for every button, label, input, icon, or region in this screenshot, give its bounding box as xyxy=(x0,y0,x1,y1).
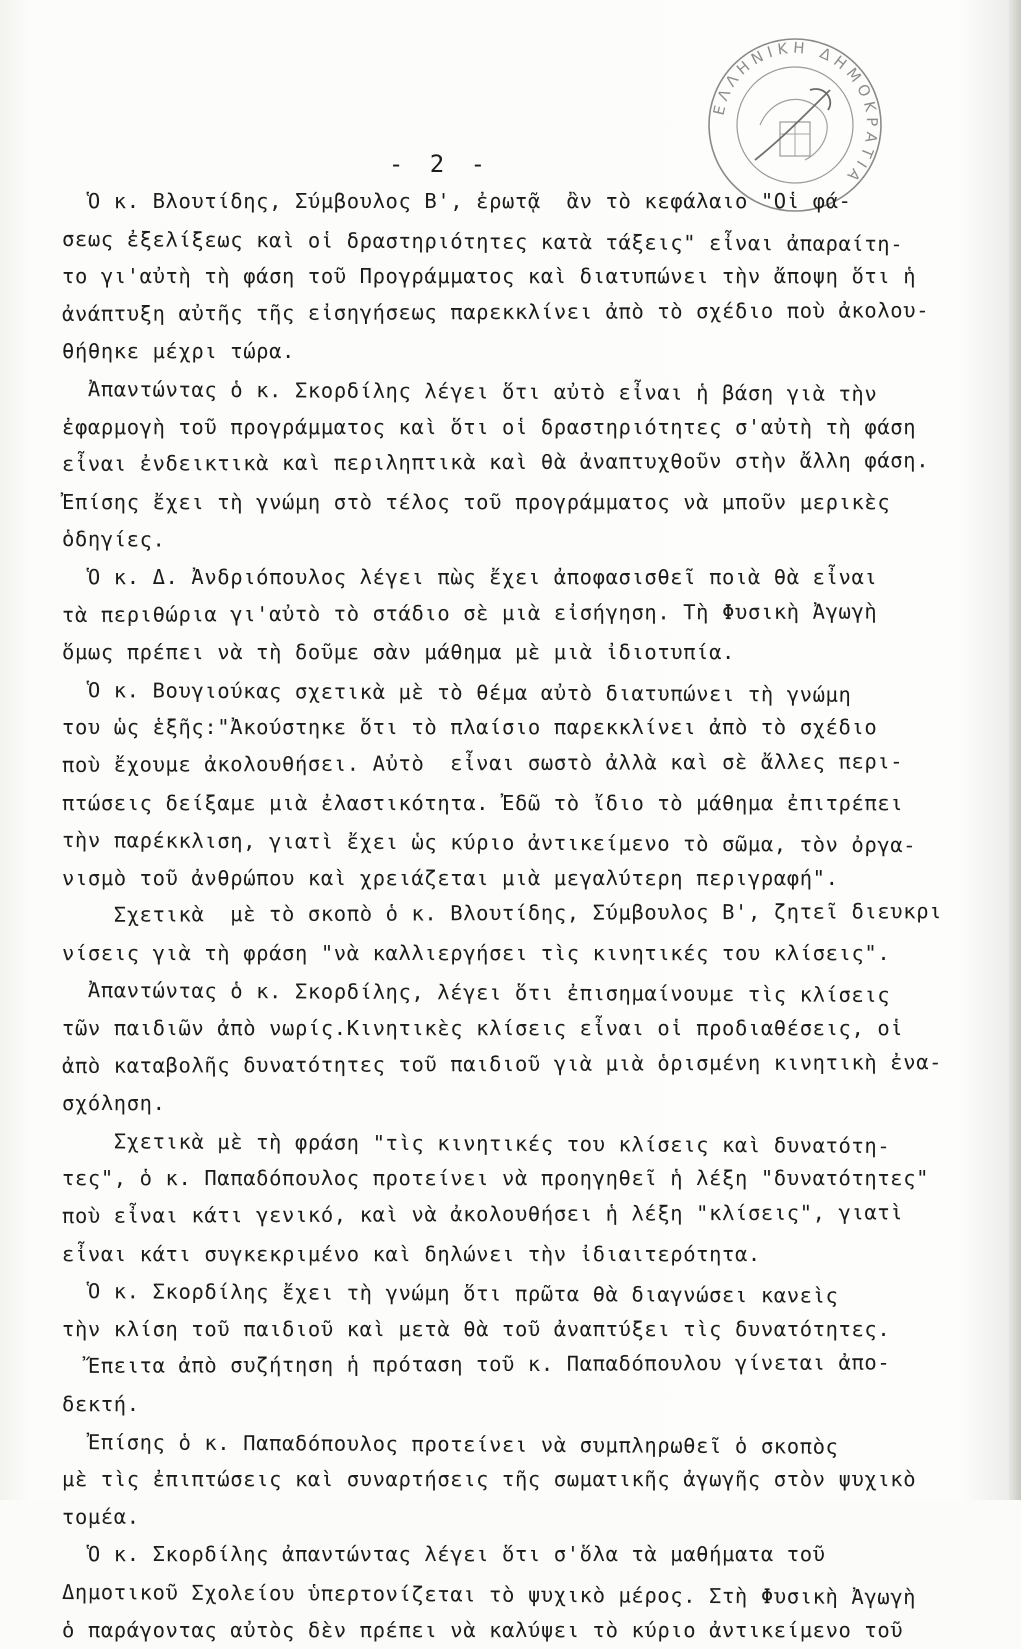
text-line: Ὁ κ. Δ. Ἀνδριόπουλος λέγει πὼς ἔχει ἀποφασισθεῖ ποιὰ θὰ εἶναι xyxy=(62,564,878,589)
page-number: - 2 - xyxy=(388,150,492,178)
text-line: Ἐπίσης ἔχει τὴ γνώμη στὸ τέλος τοῦ προγράμματος νὰ μποῦν μερικὲς xyxy=(62,489,891,514)
text-line: του ὡς ἑξῆς:"Ἀκούστηκε ὅτι τὸ πλαίσιο παρεκκλίνει ἀπὸ τὸ σχέδιο xyxy=(62,715,878,740)
text-line: ὁδηγίες. xyxy=(61,527,166,552)
text-line: ὁ παράγοντας αὐτὸς δὲν πρέπει νὰ καλύψει τὸ κύριο ἀντικείμενο τοῦ xyxy=(62,1617,904,1642)
text-line: σχόληση. xyxy=(62,1091,166,1116)
text-line: τὰ περιθώρια γι'αὐτὸ τὸ στάδιο σὲ μιὰ εἰσήγηση. Τὴ Φυσικὴ Ἀγωγὴ xyxy=(61,598,878,627)
text-line: νισμὸ τοῦ ἀνθρώπου καὶ χρειάζεται μιὰ μεγαλύτερη περιγραφή". xyxy=(62,865,839,890)
text-line: δεκτή. xyxy=(62,1392,140,1416)
text-line: τῶν παιδιῶν ἀπὸ νωρίς.Κινητικὲς κλίσεις εἶναι οἱ προδιαθέσεις, οἱ xyxy=(62,1016,904,1041)
text-line: τομέα. xyxy=(61,1504,140,1529)
stamp-ring-text: ΕΛΛΗΝΙΚΗ ΔΗΜΟΚΡΑΤΙΑ xyxy=(709,38,882,189)
text-line: τὴν παρέκκλιση, γιατὶ ἔχει ὡς κύριο ἀντικείμενο τὸ σῶμα, τὸν ὀργα- xyxy=(61,828,917,858)
text-line: Ὁ κ. Βουγιούκας σχετικὰ μὲ τὸ θέμα αὐτὸ διατυπώνει τὴ γνώμη xyxy=(61,677,852,707)
text-line: Ὁ κ. Σκορδίλης ἔχει τὴ γνώμη ὅτι πρῶτα θὰ διαγνώσει κανεὶς xyxy=(61,1279,839,1308)
text-line: μὲ τὶς ἐπιπτώσεις καὶ συναρτήσεις τῆς σωματικῆς ἀγωγῆς στὸν ψυχικὸ xyxy=(62,1467,917,1492)
text-line: Ἐπίσης ὁ κ. Παπαδόπουλος προτείνει νὰ συμπληρωθεῖ ὁ σκοπὸς xyxy=(61,1429,839,1459)
text-line: Ἀπαντώντας ὁ κ. Σκορδίλης, λέγει ὅτι ἐπισημαίνουμε τὶς κλίσεις xyxy=(61,978,891,1008)
page-edge-shadow xyxy=(1009,0,1021,1500)
text-line: ποὺ ἔχουμε ἀκολουθήσει. Αὐτὸ εἶναι σωστὸ ἀλλὰ καὶ σὲ ἄλλες περι- xyxy=(61,749,904,777)
text-line: Σχετικὰ μὲ τὴ φράση "τὶς κινητικές του κλίσεις καὶ δυνατότη- xyxy=(61,1128,891,1158)
text-line: εἶναι κάτι συγκεκριμένο καὶ δηλώνει τὴν ἰδιαιτερότητα. xyxy=(62,1241,761,1266)
text-line: ἀπὸ καταβολῆς δυνατότητες τοῦ παιδιοῦ γιὰ μιὰ ὁρισμένη κινητικὴ ἐνα- xyxy=(61,1049,943,1078)
text-line: τες", ὁ κ. Παπαδόπουλος προτείνει νὰ προηγηθεῖ ἡ λέξη "δυνατότητες" xyxy=(62,1166,930,1191)
text-line: ὅμως πρέπει νὰ τὴ δοῦμε σὰν μάθημα μὲ μιὰ ἰδιοτυπία. xyxy=(62,640,735,665)
typewritten-body xyxy=(62,183,982,1649)
text-line: Ἀπαντώντας ὁ κ. Σκορδίλης λέγει ὅτι αὐτὸ εἶναι ἡ βάση γιὰ τὴν xyxy=(61,376,878,406)
text-line: ποὺ εἶναι κάτι γενικό, καὶ νὰ ἀκολουθήσει ἡ λέξη "κλίσεις", γιατὶ xyxy=(61,1200,904,1229)
text-line: πτώσεις δείξαμε μιὰ ἐλαστικότητα. Ἐδῶ τὸ ἴδιο τὸ μάθημα ἐπιτρέπει xyxy=(62,790,904,815)
text-line: Δημοτικοῦ Σχολείου ὑπερτονίζεται τὸ ψυχικὸ μέρος. Στὴ Φυσικὴ Ἀγωγὴ xyxy=(61,1579,917,1610)
text-line: νίσεις γιὰ τὴ φράση "νὰ καλλιεργήσει τὶς κινητικές του κλίσεις". xyxy=(62,940,891,965)
text-line: ἀνάπτυξη αὐτῆς τῆς εἰσηγήσεως παρεκκλίνει ἀπὸ τὸ σχέδιο ποὺ ἀκολου- xyxy=(61,297,930,326)
text-line: τὴν κλίση τοῦ παιδιοῦ καὶ μετὰ θὰ τοῦ ἀναπτύξει τὶς δυνατότητες. xyxy=(62,1316,891,1341)
text-line: Σχετικὰ μὲ τὸ σκοπὸ ὁ κ. Βλουτίδης, Σύμβουλος Β', ζητεῖ διευκρι xyxy=(61,899,943,928)
text-line: ἐφαρμογὴ τοῦ προγράμματος καὶ ὅτι οἱ δραστηριότητες σ'αὐτὴ τὴ φάση xyxy=(62,414,917,439)
text-line: εἶναι ἐνδεικτικὰ καὶ περιληπτικὰ καὶ θὰ ἀναπτυχθοῦν στὴν ἄλλη φάση. xyxy=(61,448,930,477)
text-line: Ἔπειτα ἀπὸ συζήτηση ἡ πρόταση τοῦ κ. Παπαδόπουλου γίνεται ἀπο- xyxy=(61,1350,891,1379)
text-line: Ὁ κ. Βλουτίδης, Σύμβουλος Β', ἐρωτᾷ ἂν τὸ κεφάλαιο "Οἱ φά- xyxy=(62,189,852,213)
text-line: σεως ἐξελίξεως καὶ οἱ δραστηριότητες κατὰ τάξεις" εἶναι ἀπαραίτη- xyxy=(61,226,904,256)
svg-text:ΕΛΛΗΝΙΚΗ ΔΗΜΟΚΡΑΤΙΑ xyxy=(710,39,882,189)
text-line: το γι'αὐτὴ τὴ φάση τοῦ Προγράμματος καὶ διατυπώνει τὴν ἄποψη ὅτι ἡ xyxy=(62,264,917,289)
text-line: θήθηκε μέχρι τώρα. xyxy=(62,339,295,364)
text-line: Ὁ κ. Σκορδίλης ἀπαντώντας λέγει ὅτι σ'ὅλα τὰ μαθήματα τοῦ xyxy=(62,1542,826,1567)
